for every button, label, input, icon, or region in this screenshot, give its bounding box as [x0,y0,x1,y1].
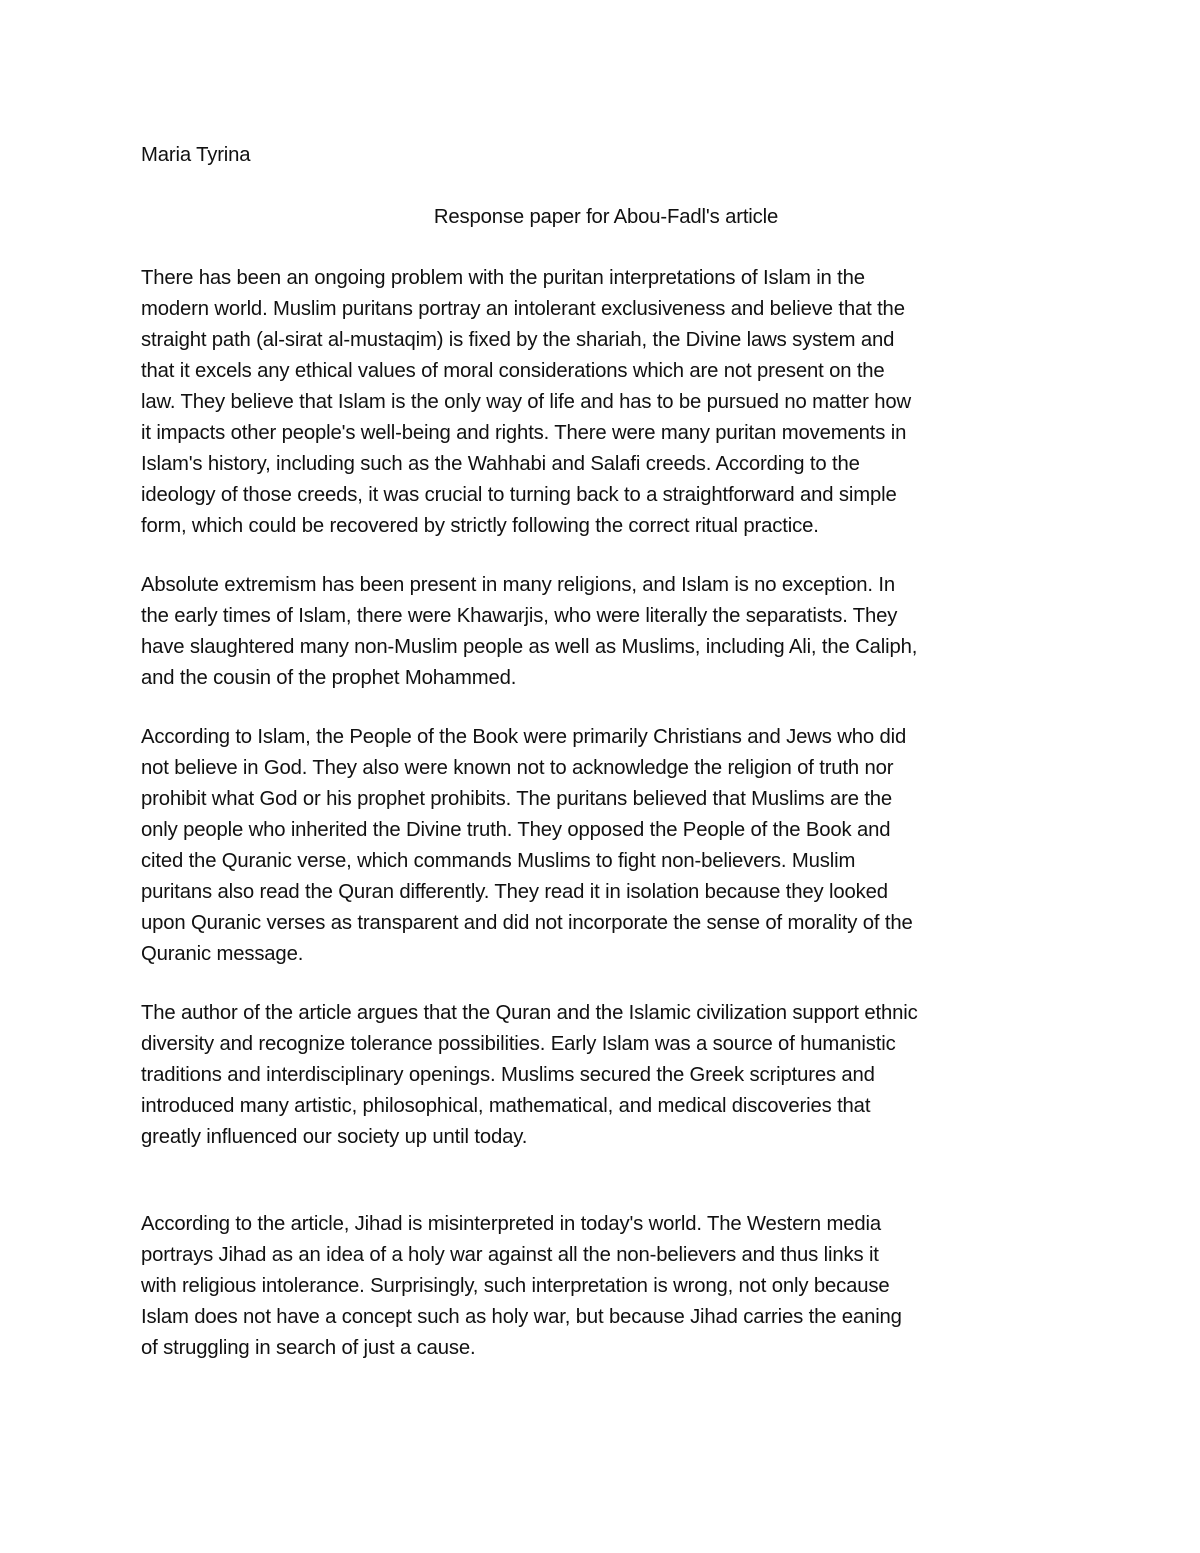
paragraph-puritan-interpretations: There has been an ongoing problem with the puritan interpretations of Islam in the modern world. Muslim puritans portray an intolerant exclusiveness and believe that the straight path (al-sirat al-mustaqim) is fixed by the shariah, the Divine laws system and that it excels any ethical values of moral considerations which are not present on the law. They believe that Islam is the only way of life and has to be pursued no matter how it impacts other people's well-being and rights. There were many puritan movements in Islam's history, including such as the Wahhabi and Salafi creeds. According to the ideology of those creeds, it was crucial to turning back to a straightforward and simple form, which could be recovered by strictly following the correct ritual practice. [141,267,911,537]
paragraph-tolerance: The author of the article argues that the Quran and the Islamic civilization support ethnic diversity and recognize tolerance possibilities. Early Islam was a source of humanistic traditions and interdisciplinary openings. Muslims secured the Greek scriptures and introduced many artistic, philosophical, mathematical, and medical discoveries that greatly influenced our society up until today. [141,1002,918,1148]
author-name: Maria Tyrina [141,144,251,166]
paragraph-extremism: Absolute extremism has been present in many religions, and Islam is no exception. In the early times of Islam, there were Khawarjis, who were literally the separatists. They have slaughtered many non-Muslim people as well as Muslims, including Ali, the Caliph, and the cousin of the prophet Mohammed. [141,574,918,689]
paragraph-jihad: According to the article, Jihad is misinterpreted in today's world. The Western media portrays Jihad as an idea of a holy war against all the non-believers and thus links it with religious intolerance. Surprisingly, such interpretation is wrong, not only because Islam does not have a concept such as holy war, but because Jihad carries the eaning of struggling in search of just a cause. [141,1213,902,1359]
paragraph-people-of-the-book: According to Islam, the People of the Book were primarily Christians and Jews who did not believe in God. They also were known not to acknowledge the religion of truth nor prohibit what God or his prophet prohibits. The puritans believed that Muslims are the only people who inherited the Divine truth. They opposed the People of the Book and cited the Quranic verse, which commands Muslims to fight non-believers. Muslim puritans also read the Quran differently. They read it in isolation because they looked upon Quranic verses as transparent and did not incorporate the sense of morality of the Quranic message. [141,726,913,965]
paper-title: Response paper for Abou-Fadl's article [433,206,779,228]
document-page [141,140,1071,1364]
